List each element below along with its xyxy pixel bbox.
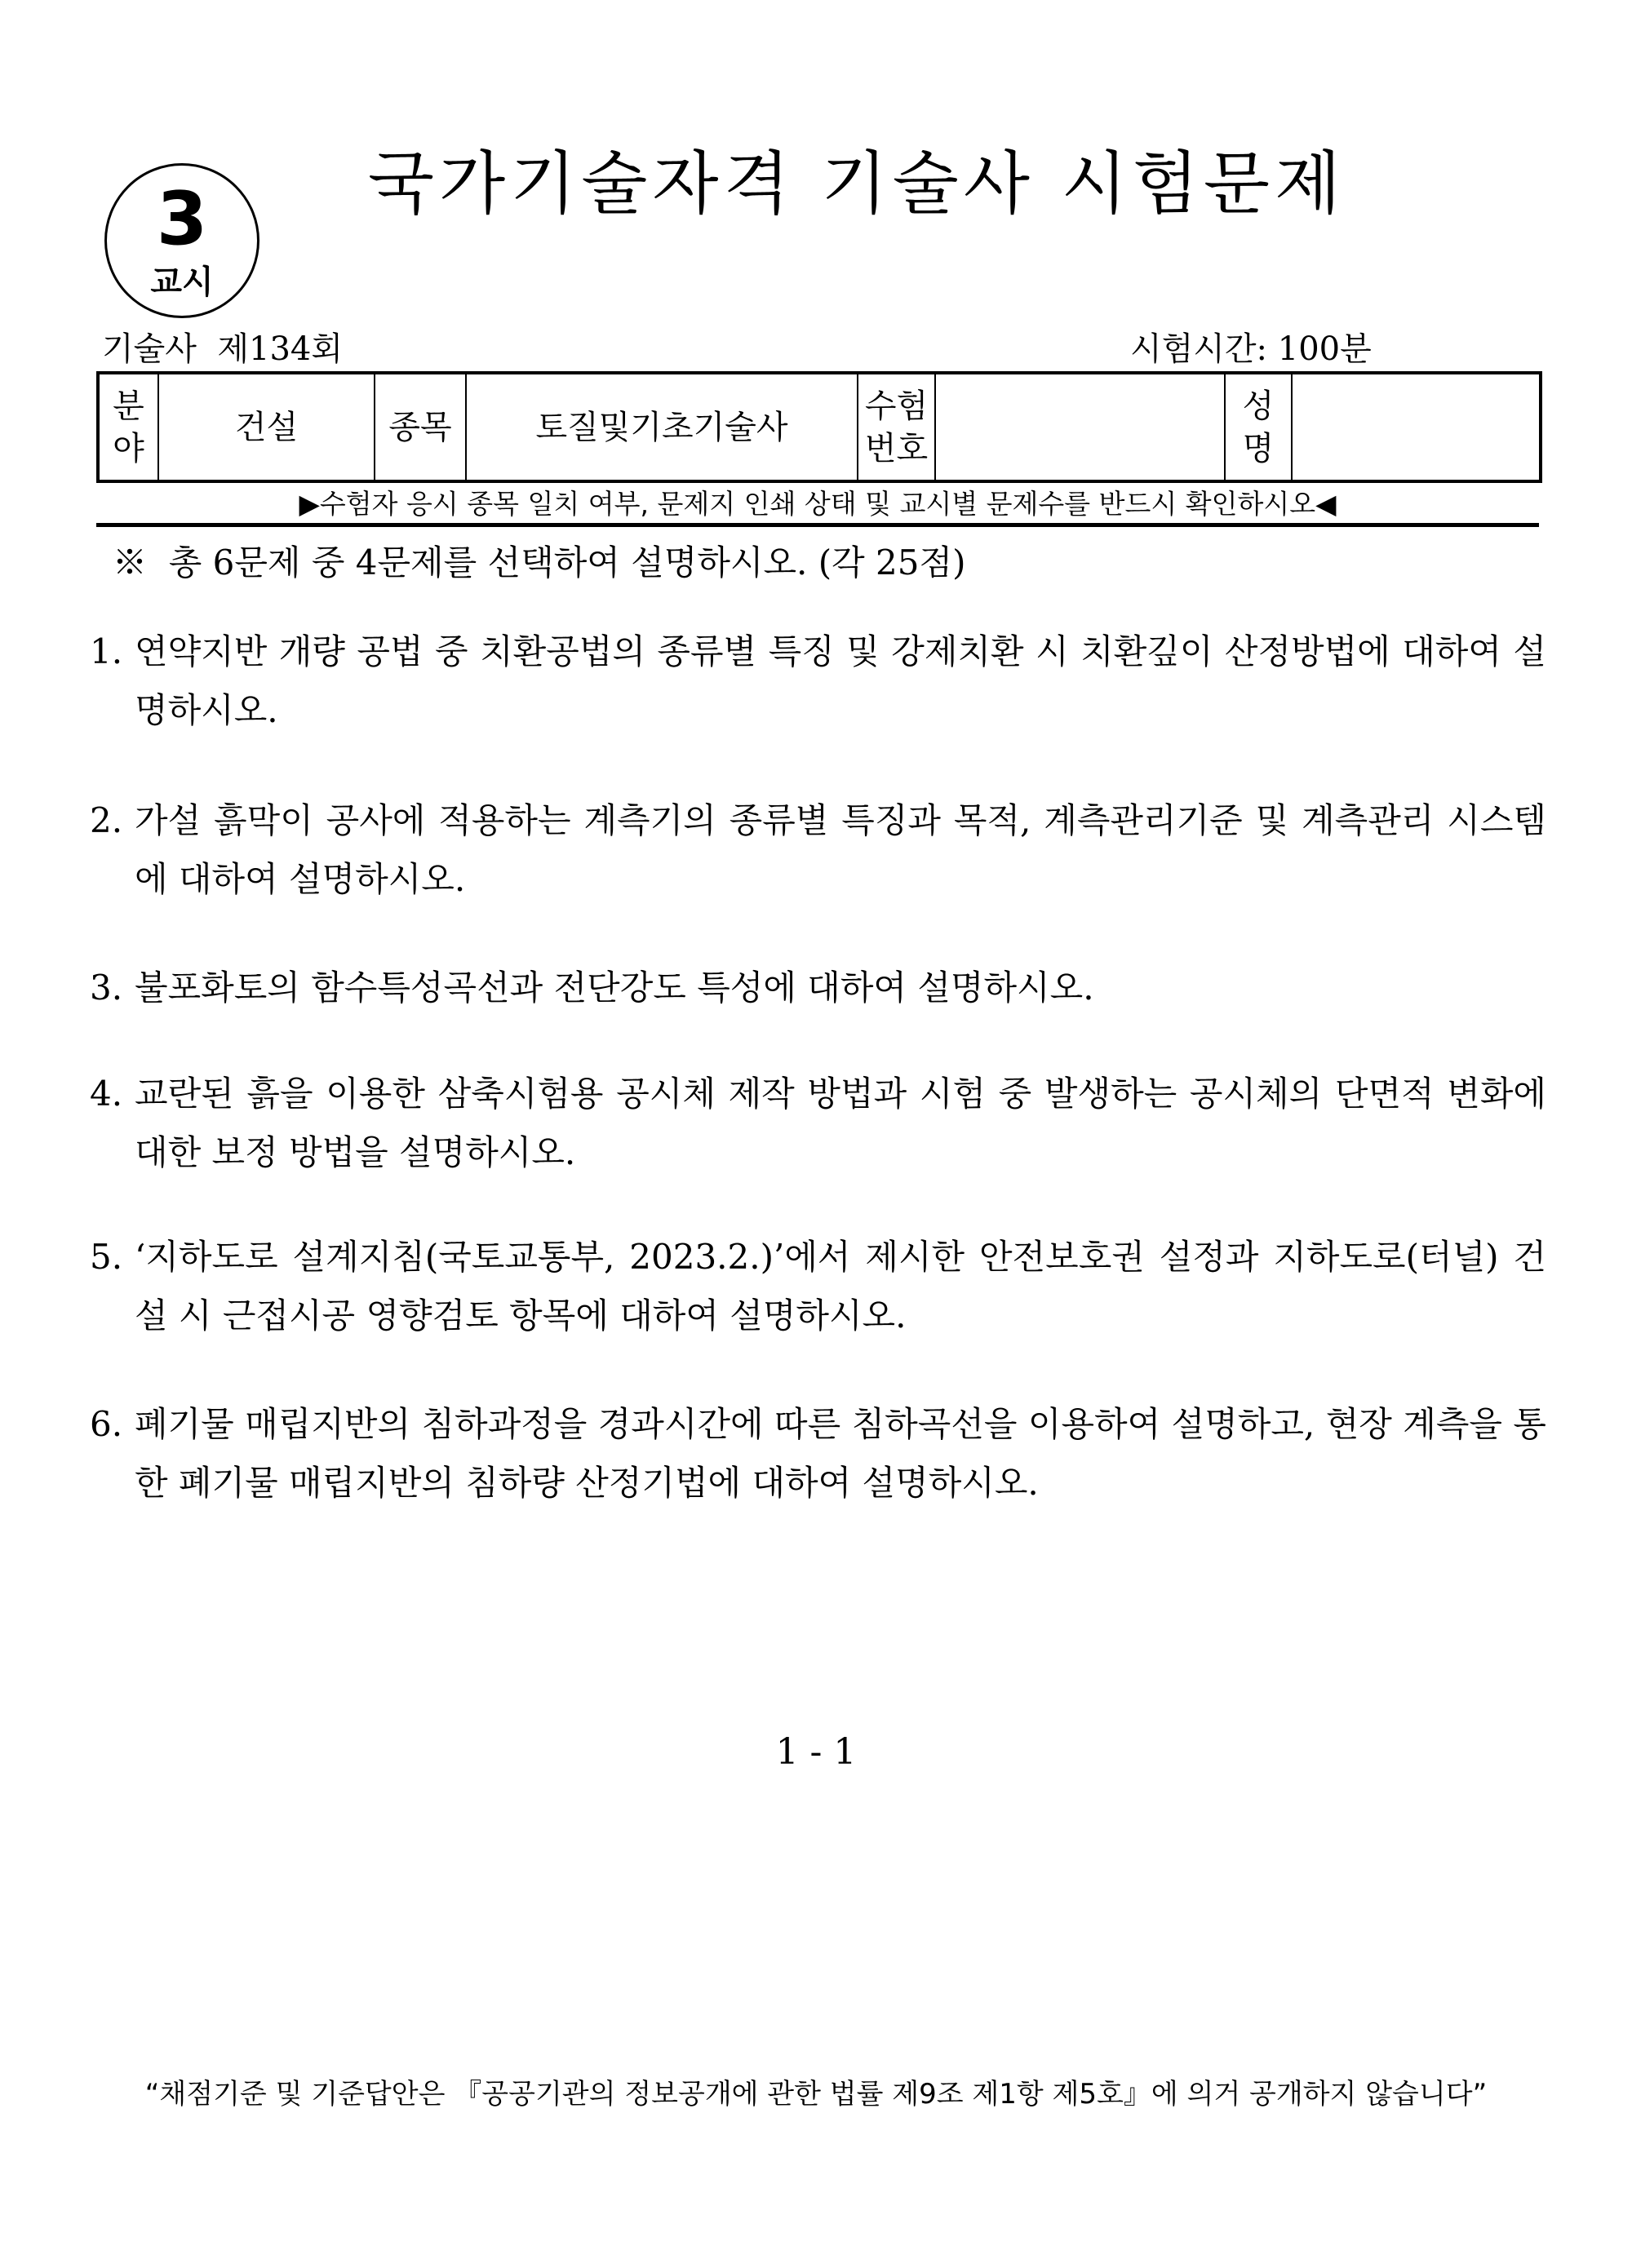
- question-number: 5.: [90, 1237, 123, 1277]
- notice-text: ▶수험자 응시 종목 일치 여부, 문제지 인쇄 상태 및 교시별 문제수를 반드시 확인하시오◀: [299, 488, 1337, 520]
- question-text: 교란된 흙을 이용한 삼축시험용 공시체 제작 방법과 시험 중 발생하는 공시체의 단면적 변화에 대한 보정 방법을 설명하시오.: [135, 1074, 1546, 1172]
- question-1: [90, 622, 1546, 740]
- question-6: [90, 1395, 1546, 1513]
- session-badge: [104, 163, 259, 318]
- question-number: 1.: [90, 631, 123, 671]
- question-5: [90, 1228, 1546, 1345]
- question-number: 6.: [90, 1404, 123, 1444]
- session-number: 3: [156, 176, 208, 262]
- question-text: ‘지하도로 설계지침(국토교통부, 2023.2.)’에서 제시한 안전보호권 설정과 지하도로(터널) 건설 시 근접시공 영향검토 항목에 대하여 설명하시오.: [135, 1237, 1546, 1336]
- question-text: 불포화토의 함수특성곡선과 전단강도 특성에 대하여 설명하시오.: [135, 968, 1094, 1008]
- exam-round: 기술사 제134회: [102, 330, 343, 368]
- divider: [96, 523, 1539, 527]
- name-field[interactable]: [1292, 373, 1541, 481]
- field-label: 분야: [98, 373, 158, 481]
- question-3: [90, 959, 1546, 1017]
- question-number: 4.: [90, 1074, 123, 1114]
- question-text: 연약지반 개량 공법 중 치환공법의 종류별 특징 및 강제치환 시 치환깊이 산정방법에 대하여 설명하시오.: [135, 631, 1546, 730]
- category-label: 종목: [375, 373, 466, 481]
- question-text: 폐기물 매립지반의 침하과정을 경과시간에 따른 침하곡선을 이용하여 설명하고, 현장 계측을 통한 폐기물 매립지반의 침하량 산정기법에 대하여 설명하시오.: [135, 1404, 1546, 1503]
- footer-disclaimer: “채점기준 및 기준답안은 『공공기관의 정보공개에 관한 법률 제9조 제1항 제5호』에 의거 공개하지 않습니다”: [144, 2078, 1488, 2111]
- page-number: 1 - 1: [775, 1731, 857, 1773]
- question-number: 2.: [90, 800, 123, 840]
- instruction-text: ※ 총 6문제 중 4문제를 선택하여 설명하시오. (각 25점): [113, 543, 966, 583]
- name-label: 성명: [1225, 373, 1292, 481]
- category-value: 토질및기초기술사: [466, 373, 858, 481]
- exam-time: 시험시간: 100분: [1130, 330, 1372, 368]
- exam-info-table: [96, 371, 1542, 483]
- question-text: 가설 흙막이 공사에 적용하는 계측기의 종류별 특징과 목적, 계측관리기준 및 계측관리 시스템에 대하여 설명하시오.: [135, 800, 1546, 899]
- exam-number-field[interactable]: [935, 373, 1225, 481]
- page-title: 국가기술자격 기술사 시험문제: [367, 144, 1346, 224]
- question-4: [90, 1065, 1546, 1182]
- session-label: 교시: [150, 264, 214, 301]
- question-2: [90, 791, 1546, 909]
- question-number: 3.: [90, 968, 123, 1008]
- field-value: 건설: [158, 373, 375, 481]
- exam-number-label: 수험번호: [858, 373, 935, 481]
